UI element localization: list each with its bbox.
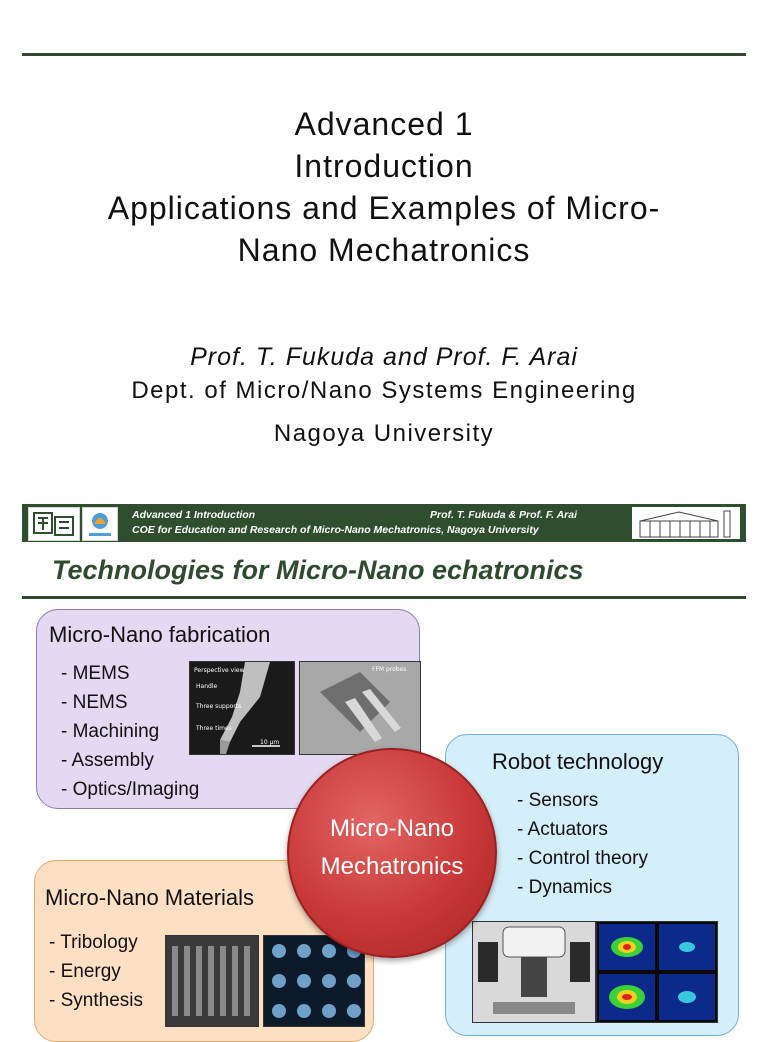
materials-list bbox=[49, 928, 143, 1015]
authors: Prof. T. Fukuda and Prof. F. Arai bbox=[190, 343, 578, 371]
image-label: Three times bbox=[196, 725, 232, 732]
sem-probe-image-2 bbox=[299, 661, 421, 755]
fabrication-list bbox=[61, 659, 199, 804]
list-item: - Actuators bbox=[517, 819, 608, 840]
robot-photo bbox=[472, 921, 596, 1023]
heatmap-image bbox=[596, 921, 718, 1023]
image-label: Perspective view bbox=[194, 667, 245, 674]
slide-banner bbox=[22, 504, 746, 542]
section-heading: Technologies for Micro-Nano echatronics bbox=[52, 555, 584, 585]
title-line-4: Nano Mechatronics bbox=[237, 232, 531, 268]
building-image bbox=[632, 507, 740, 539]
banner-coe: COE for Education and Research of Micro-Nano Mechatronics, Nagoya University bbox=[132, 524, 539, 536]
image-label: Three supports bbox=[196, 703, 242, 710]
image-label: 10 µm bbox=[260, 739, 280, 746]
coe-logo bbox=[82, 507, 118, 541]
list-item: - Control theory bbox=[517, 848, 648, 869]
list-item: - Machining bbox=[61, 721, 160, 742]
material-sem-image bbox=[165, 935, 259, 1027]
robot-list bbox=[517, 786, 648, 902]
fabrication-title: Micro-Nano fabrication bbox=[49, 622, 271, 647]
banner-course: Advanced 1 Introduction bbox=[132, 509, 256, 521]
title-line-3: Applications and Examples of Micro- bbox=[107, 190, 661, 226]
center-label-line-1: Micro-Nano bbox=[329, 815, 455, 842]
top-rule bbox=[22, 53, 746, 56]
materials-title: Micro-Nano Materials bbox=[45, 885, 255, 910]
slide-title bbox=[0, 103, 768, 271]
center-label-line-2: Mechatronics bbox=[320, 853, 464, 880]
list-item: - Tribology bbox=[49, 932, 138, 953]
list-item: - Assembly bbox=[61, 750, 154, 771]
sem-probe-image-1 bbox=[189, 661, 295, 755]
university-logo bbox=[28, 507, 80, 541]
university: Nagoya University bbox=[273, 420, 495, 447]
list-item: - NEMS bbox=[61, 692, 128, 713]
list-item: - Dynamics bbox=[517, 877, 613, 898]
list-item: - MEMS bbox=[61, 663, 130, 684]
list-item: - Energy bbox=[49, 961, 121, 982]
image-label: Handle bbox=[196, 683, 218, 690]
banner-professors: Prof. T. Fukuda & Prof. F. Arai bbox=[430, 509, 578, 521]
title-line-1: Advanced 1 bbox=[294, 106, 474, 142]
title-line-2: Introduction bbox=[294, 148, 474, 184]
center-label bbox=[289, 810, 495, 886]
robot-title: Robot technology bbox=[492, 749, 664, 774]
center-circle bbox=[287, 748, 497, 958]
department: Dept. of Micro/Nano Systems Engineering bbox=[131, 377, 637, 404]
list-item: - Optics/Imaging bbox=[61, 779, 200, 800]
image-label: FFM probes bbox=[372, 666, 407, 673]
list-item: - Sensors bbox=[517, 790, 599, 811]
heading-rule bbox=[22, 596, 746, 599]
list-item: - Synthesis bbox=[49, 990, 143, 1011]
